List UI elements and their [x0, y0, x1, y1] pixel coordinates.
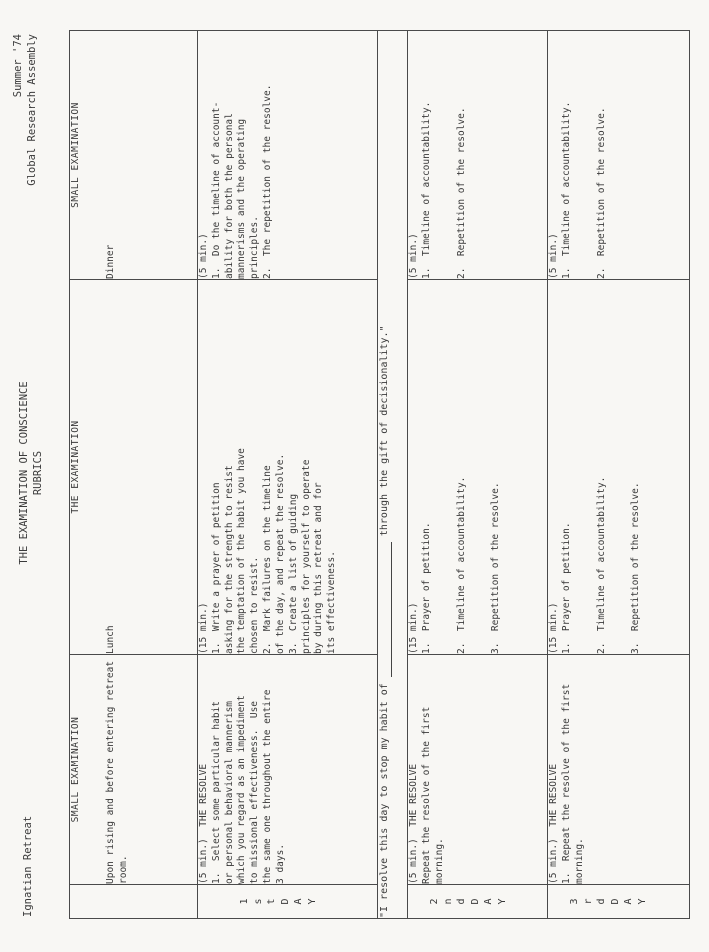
text-line: (15 min.): [548, 602, 559, 654]
retreat-title: Ignatian Retreat: [22, 815, 34, 917]
column-morning-header: [70, 655, 198, 885]
day-label-letter: t: [266, 898, 277, 905]
text-line: to missional effectiveness. Use: [249, 700, 261, 884]
text-line: 2. Repetition of the resolve.: [455, 107, 467, 279]
day2-row: [408, 31, 548, 919]
rubric-table: [69, 30, 690, 919]
day1-dinner-cell: [198, 31, 378, 280]
text-line: chosen to resist.: [249, 556, 261, 654]
text-line: morning.: [573, 838, 585, 884]
day3-morning-cell: [548, 655, 690, 885]
text-line: 1. Prayer of petition.: [420, 522, 432, 654]
text-line: (5 min.): [548, 233, 559, 279]
text-line: 2. Timeline of accountability.: [595, 476, 607, 654]
text-line: 2. Timeline of accountability.: [455, 476, 467, 654]
day3-lunch-cell: [548, 280, 690, 655]
text-line: 2. Mark failures on the timeline: [262, 465, 274, 654]
text-line: or personal behavioral mannerism: [223, 700, 235, 884]
day-label-letter: d: [456, 898, 467, 905]
day3-label: [548, 885, 690, 919]
text-line: the temptation of the habit you have: [236, 448, 248, 654]
text-line: ability for both the personal: [223, 113, 235, 279]
text-line: its effectiveness.: [326, 551, 338, 654]
day2-morning-cell: [408, 655, 548, 885]
day1-morning-cell: [198, 655, 378, 885]
day-label-letter: n: [442, 898, 454, 905]
document-title: [17, 343, 45, 603]
text-line: (5 min.): [198, 233, 209, 279]
text-line: 1. Timeline of accountability.: [560, 101, 572, 279]
text-line: 3. Repetition of the resolve.: [490, 482, 502, 654]
text-line: 1. Repeat the resolve of the first: [560, 683, 572, 884]
day-label-letter: 1: [239, 898, 250, 905]
column-lunch-header: [70, 280, 198, 655]
assembly-label: Global Research Assembly: [26, 34, 39, 186]
day-label-letter: d: [596, 898, 607, 905]
column-title: SMALL EXAMINATION: [70, 102, 81, 208]
day-label-letter: r: [582, 898, 594, 905]
day-label-letter: D: [469, 898, 481, 905]
text-line: (15 min.): [408, 602, 419, 654]
text-line: mannerisms and the operating: [236, 118, 248, 279]
header-spacer-cell: [70, 885, 198, 919]
text-line: 1. Prayer of petition.: [560, 522, 572, 654]
day1-row: [198, 31, 378, 919]
text-line: of the day, and repeat the resolve.: [274, 453, 286, 654]
text-line: 3. Create a list of guiding: [287, 493, 299, 654]
column-time: Dinner: [104, 244, 116, 279]
text-line: (15 min.): [198, 602, 209, 654]
text-line: (5 min.) THE RESOLVE: [198, 763, 209, 884]
day-label-letter: D: [279, 898, 291, 905]
text-line: morning.: [433, 838, 445, 884]
day-label-letter: Y: [306, 898, 318, 905]
day3-dinner-cell: [548, 31, 690, 280]
text-line: 1. Timeline of accountability.: [420, 101, 432, 279]
day-label-letter: A: [483, 898, 494, 905]
rotated-sheet: [7, 18, 702, 933]
column-title: THE EXAMINATION: [70, 420, 81, 514]
text-line: 1. Do the timeline of account-: [210, 101, 222, 279]
text-line: the same one throughout the entire: [262, 689, 274, 884]
text-line: 1. Write a prayer of petition: [210, 482, 222, 654]
day-label-letter: Y: [496, 898, 508, 905]
text-line: 3. Repetition of the resolve.: [630, 482, 642, 654]
assembly-info: [11, 34, 39, 186]
resolve-statement: [378, 31, 408, 919]
text-line: 1. Select some particular habit: [210, 700, 222, 884]
column-time: Lunch: [104, 625, 116, 654]
text-line: principles.: [249, 216, 261, 279]
season-label: Summer '74: [12, 34, 24, 98]
column-dinner-header: [70, 31, 198, 280]
day1-lunch-cell: [198, 280, 378, 655]
day2-lunch-cell: [408, 280, 548, 655]
day-label-letter: A: [623, 898, 634, 905]
day3-row: [548, 31, 690, 919]
text-line: which you regard as an impediment: [236, 695, 248, 884]
text-line: (5 min.): [408, 233, 419, 279]
text-line: 2. Repetition of the resolve.: [595, 107, 607, 279]
text-line: Repeat the resolve of the first: [420, 706, 432, 884]
text-line: (5 min.) THE RESOLVE: [408, 763, 419, 884]
day2-dinner-cell: [408, 31, 548, 280]
day-label-letter: D: [609, 898, 621, 905]
day-label-letter: 2: [429, 898, 440, 905]
column-title: SMALL EXAMINATION: [70, 716, 81, 823]
column-time: Upon rising and before entering retreat room.: [104, 660, 129, 884]
text-line: 2. The repetition of the resolve.: [262, 84, 274, 279]
text-line: 3 days.: [274, 843, 286, 884]
resolve-text-after: through the gift of decisionality.": [379, 325, 390, 537]
day1-label: [198, 885, 378, 919]
day-label-letter: s: [252, 898, 264, 905]
document-title-line1: THE EXAMINATION OF CONSCIENCE: [18, 381, 30, 565]
text-line: by during this retreat and for: [313, 482, 325, 654]
text-line: asking for the strength to resist: [223, 465, 235, 654]
day-label-letter: A: [293, 898, 304, 905]
day-label-letter: 3: [569, 898, 580, 905]
text-line: (5 min.) THE RESOLVE: [548, 763, 559, 884]
document-title-line2: RUBRICS: [32, 450, 45, 496]
resolve-row: [378, 31, 408, 919]
day2-label: [408, 885, 548, 919]
day-label-letter: Y: [636, 898, 648, 905]
column-header-row: [70, 31, 198, 919]
resolve-blank-line: [381, 542, 392, 677]
text-line: principles for yourself to operate: [300, 459, 312, 654]
resolve-text-before: "I resolve this day to stop my habit of: [379, 683, 390, 918]
